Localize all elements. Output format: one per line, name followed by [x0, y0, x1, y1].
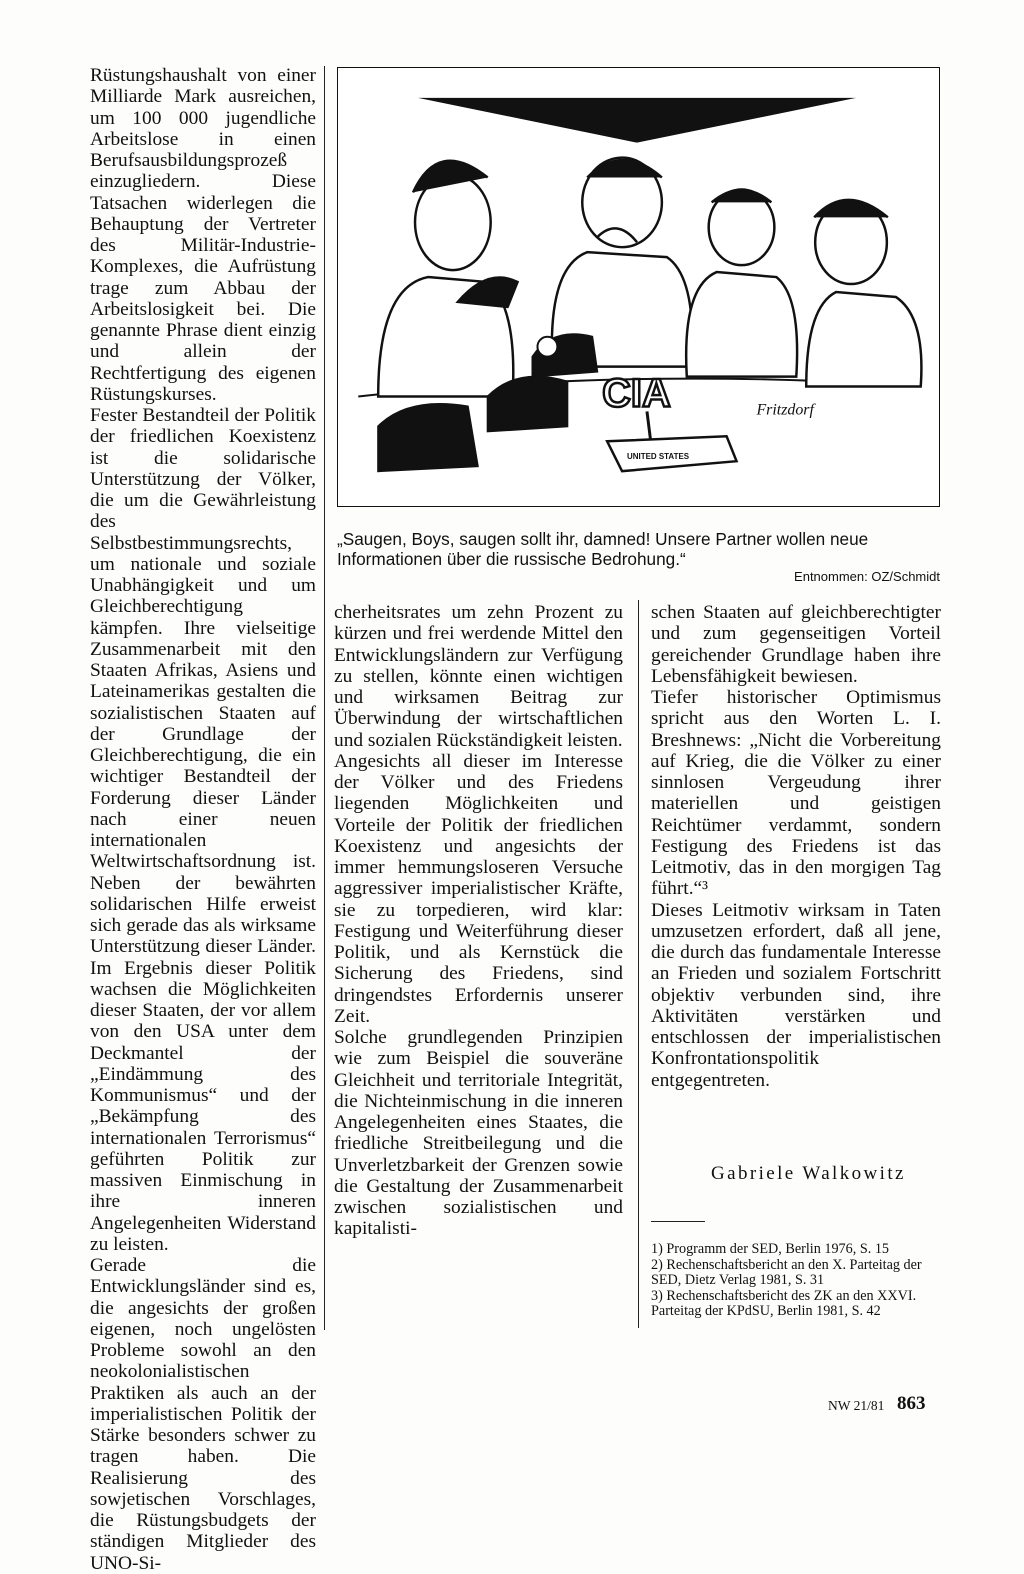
- paragraph: Fester Bestandteil der Politik der friedlichen Koexistenz ist die solidarische Unterstützung der Völker, die um die Gewährleistung des Selbstbestimmungsrechts, um nationale und soziale Unabhängigkeit und um Gleichberechtigung kämpfen. Ihre vielseitige Zusammenarbeit mit den Staaten Afrikas, Asiens und Lateinamerikas gestalten die sozialistischen Staaten auf der Grundlage der Gleichberechtigung, die ein wichtiger Bestandteil der Forderung dieser Länder nach einer neuen internationalen Weltwirtschaftsordnung ist. Neben der bewährten solidarischen Hilfe erweist sich gerade das als wirksame Unterstützung dieser Länder. Im Ergebnis dieser Politik wachsen die Möglichkeiten dieser Staaten, der vor allem von den USA unter dem Deckmantel der „Eindämmung des Kommunismus“ und der „Bekämpfung des internationalen Terrorismus“ geführten Politik zur massiven Einmischung in ihre inneren Angelegenheiten Widerstand zu leisten.: [90, 405, 316, 1255]
- cartoon-figure: [806, 200, 921, 387]
- footnote: 2) Rechenschaftsbericht an den X. Parteitag der SED, Dietz Verlag 1981, S. 31: [651, 1256, 922, 1288]
- text-column-3: [651, 602, 941, 1091]
- author-name: Gabriele Walkowitz: [711, 1163, 906, 1184]
- cartoon-drawing: [338, 68, 939, 506]
- paragraph: cherheitsrates um zehn Prozent zu kürzen und frei werdende Mittel den Entwicklungsländern zur Verfügung zu stellen, könnte einen wichtigen und wirksamen Beitrag zur Überwindung der wirtschaftlichen und sozialen Rückständigkeit leisten.: [334, 602, 623, 751]
- cartoon-credit: Entnommen: OZ/Schmidt: [794, 569, 940, 584]
- paragraph: Solche grundlegenden Prinzipien wie zum Beispiel die souveräne Gleichheit und territoriale Integrität, die Nichteinmischung in die inneren Angelegenheiten eines Staates, die friedliche Streitbeilegung und die Unverletzbarkeit der Grenzen sowie die Gestaltung der Zusammenarbeit zwischen sozialistischen und kapitalisti-: [334, 1027, 623, 1240]
- cartoon-figure: [686, 189, 797, 376]
- lamp-shade: [418, 98, 856, 143]
- paragraph: Tiefer historischer Optimismus spricht aus den Worten L. I. Breshnews: „Nicht die Vorbereitung auf Krieg, die die Völker zu einer sinnlosen Vergeudung ihrer materiellen und geistigen Reichtümer verdammt, sondern Festigung des Friedens ist das Leitmotiv, das in den morgigen Tag führt.“³: [651, 687, 941, 900]
- footnotes: [651, 1242, 941, 1320]
- paragraph: Dieses Leitmotiv wirksam in Taten umzusetzen erfordert, daß all jene, die durch das fundamentale Interesse an Frieden und sozialem Fortschritt objektiv verbunden sind, ihre Aktivitäten verstärken und entschlossen der imperialistischen Konfrontationspolitik entgegentreten.: [651, 899, 941, 1091]
- footnote: 3) Rechenschaftsbericht des ZK an den XXVI. Parteitag der KPdSU, Berlin 1981, S. 42: [651, 1287, 917, 1319]
- column-divider: [638, 600, 639, 1328]
- text-column-1: [90, 65, 316, 1574]
- cartoon-figure: [378, 161, 517, 397]
- paragraph: Gerade die Entwicklungsländer sind es, die angesichts der großen eigenen, noch ungelösten Probleme sowohl an den neokolonialistischen Praktiken als auch an der imperialistischen Politik der Stärke besonders schwer zu tragen haben. Die Realisierung des sowjetischen Vorschlages, die Rüstungsbudgets der ständigen Mitglieder des UNO-Si-: [90, 1255, 316, 1574]
- footnote-divider: [651, 1221, 705, 1222]
- cia-sign-text: CIA: [602, 371, 671, 416]
- paragraph: Rüstungshaushalt von einer Milliarde Mark ausreichen, um 100 000 jugendliche Arbeitslose in einen Berufsausbildungsprozeß einzugliedern. Diese Tatsachen widerlegen die Behauptung der Vertreter des Militär-Industrie-Komplexes, die Aufrüstung trage zum Abbau der Arbeitslosigkeit bei. Die genannte Phrase dient einzig und allein der Rechtfertigung des eigenen Rüstungskurses.: [90, 65, 316, 405]
- cartoon-caption: „Saugen, Boys, saugen sollt ihr, damned! Unsere Partner wollen neue Informationen über die russische Bedrohung.“: [337, 529, 869, 569]
- paragraph: schen Staaten auf gleichberechtigter und zum gegenseitigen Vorteil gereichender Grundlage haben ihre Lebensfähigkeit bewiesen.: [651, 602, 941, 687]
- text-column-2: [334, 602, 623, 1240]
- cartoon-illustration: [337, 67, 940, 507]
- paragraph: Angesichts all dieser im Interesse der Völker und des Friedens liegenden Möglichkeiten und Vorteile der Politik der friedlichen Koexistenz und angesichts der immer hemmungsloseren Versuche aggressiver imperialistischer Kräfte, sie zu torpedieren, wird klar: Festigung und Weiterführung dieser Politik, und als Kernstück die Sicherung des Friedens, sind dringendstes Erfordernis unserer Zeit.: [334, 750, 623, 1027]
- cia-sign: [602, 371, 736, 471]
- journal-reference: NW 21/81: [828, 1398, 885, 1413]
- column-divider: [324, 66, 325, 1330]
- footnote: 1) Programm der SED, Berlin 1976, S. 15: [651, 1241, 890, 1257]
- page-number: 863: [897, 1393, 926, 1414]
- artist-signature: Fritzdorf: [756, 401, 814, 419]
- sign-base-label: UNITED STATES: [627, 452, 690, 462]
